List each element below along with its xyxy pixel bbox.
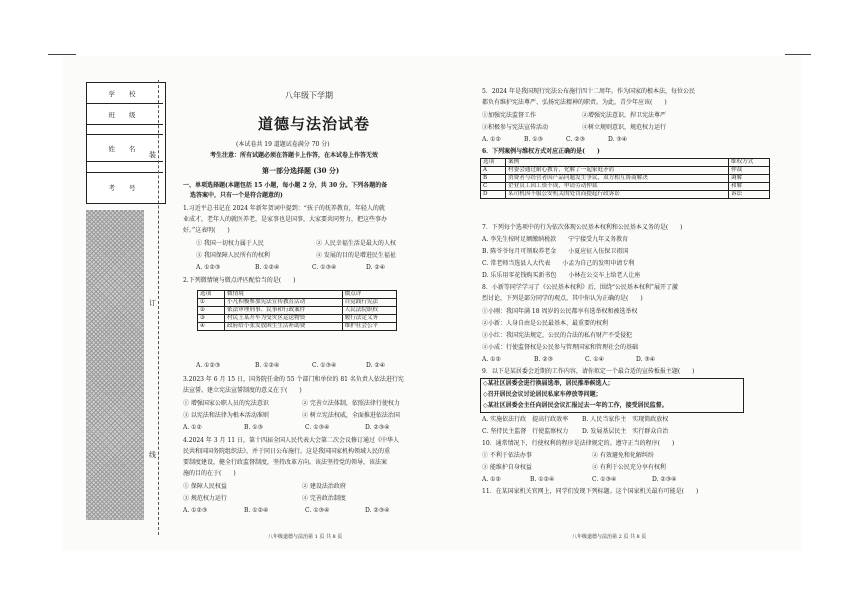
binding-mark-ding: 订 — [149, 299, 156, 307]
q6-stem: 6．下列案例与维权方式对应正确的是( ) — [482, 148, 600, 155]
q8-stem-2: 烈讨论，下列是部分同学的观点，其中你认为正确的是( ) — [482, 295, 643, 302]
q2-answer-d: D. ②④ — [366, 362, 386, 369]
q11-stem: 11．在某国家机关官网上，同学们发现下列标题。这个国家机关最有可能是( ) — [482, 488, 699, 495]
instruction-line-1: 一、单项选择题(本题包括 15 小题，每小题 2 分，共 30 分。下列各题的备 — [183, 182, 388, 189]
q7-option-a: A. 李先生按时足额缴纳税款 宁宁接受九年义务教育 — [482, 236, 629, 243]
q5-stem-1: 5．2024 年是我国现行宪法公布施行四十二周年。作为国家的根本法，每位公民 — [482, 88, 695, 95]
exam-number-field: 考 号 — [108, 183, 142, 192]
q10-answer-d: D. ②③④ — [652, 476, 677, 483]
q10-answer-b: B. ①②④ — [530, 476, 555, 483]
q4-answer-b: B. ①②④ — [244, 507, 269, 514]
table-cell: ② — [198, 307, 225, 315]
q10-option-4: ④ 有利于公民充分享有权利 — [592, 464, 666, 471]
table-cell: 村民王某开车为受灾区运送物资 — [225, 315, 343, 323]
q4-stem-2: 民共和国国务院组织法》，并于同日公布施行。这是我国国家机构领域人民的重 — [183, 448, 391, 455]
grade-label: 八年级下学期 — [285, 91, 333, 100]
q3-option-4: ④ 树立宪法权威，全面推进依法治国 — [302, 412, 400, 419]
q7-option-b: B. 陈爷爷每月可领取养老金 小夏应征入伍保卫祖国 — [482, 248, 629, 255]
binding-line — [158, 80, 159, 535]
table-cell: 某司机因不服公安机关的处罚而提起行政诉讼 — [506, 191, 729, 199]
q4-stem-3: 要制度建设，健全行政监督制度，坚持改革方向。该法坚持党的领导，该法案 — [183, 459, 388, 466]
name-field: 姓 名 — [87, 135, 163, 162]
table-cell: ④ — [198, 323, 225, 331]
q1-option-3: ③ 我国保障人民所有的权利 — [196, 252, 270, 259]
q2-answer-c: C. ①③④ — [312, 362, 337, 369]
hatched-margin — [86, 210, 144, 520]
table-cell: 履行法定义务 — [342, 315, 396, 323]
q1-stem-3: 好。”这表明( ) — [183, 227, 230, 234]
q7-option-d: D. 乐乐用零花钱购买新书包 小林在公交车上给老人让座 — [482, 272, 641, 279]
header-rule-right — [785, 54, 811, 55]
table-cell: ① — [198, 299, 225, 307]
q7-stem: 7．下列每个选项中的行为依次体现公民基本权利和公民基本义务的是( ) — [482, 224, 683, 231]
table-cell: 维护社会公平 — [342, 323, 396, 331]
q4-option-3: ③ 规范权力运行 — [183, 495, 227, 502]
q5-answer-c: C. ②③ — [566, 136, 585, 143]
q3-option-3: ③ 以宪法和法律为根本活动准则 — [183, 412, 269, 419]
table-header-cell: 微情境 — [225, 291, 343, 299]
table-header-cell: 案例 — [506, 159, 729, 167]
candidate-note: 考生注意：所有试题必须在答题卡上作答，在本试卷上作答无效 — [210, 152, 379, 159]
header-rule-left — [48, 54, 76, 55]
q6-table — [480, 158, 770, 199]
q1-answer-d: D. ②④ — [366, 264, 386, 271]
q8-option-4: ④小成：行使监督权是公民参与管理国家和管理社会的基础 — [482, 344, 639, 351]
score-note: (本试卷共 19 道题试卷满分 70 分) — [236, 141, 330, 148]
table-header-cell: 选项 — [198, 291, 225, 299]
q1-option-4: ④ 发展的目的是增进民生福祉 — [316, 252, 396, 259]
exam-sheet — [62, 56, 802, 550]
q5-option-1: ①加强宪法监督工作 — [482, 112, 537, 119]
q8-answer-c: C. ①④ — [585, 356, 604, 363]
table-cell: A — [481, 167, 506, 175]
q1-answer-b: B. ①②④ — [255, 264, 280, 271]
q2-table — [197, 290, 397, 331]
q2-stem: 2.下列微情境与微点评匹配恰当的是( ) — [183, 277, 296, 284]
binding-mark-xian: 线 — [149, 451, 156, 459]
table-header-cell: 微点评 — [342, 291, 396, 299]
q3-stem-1: 3.2023 年 6 月 15 日，国务院任命的 55 个部门和单位的 81 名负责人依法进行宪 — [183, 376, 404, 383]
q8-stem-1: 8．小新等同学学习了《公民基本权利》后，围绕“公民基本权利”展开了激 — [482, 284, 678, 291]
q4-answer-c: C. ①③④ — [305, 507, 330, 514]
q10-answer-c: C. ①③④ — [592, 476, 617, 483]
q9-option-b: B. 人民当家作主 实现简政放权 — [582, 416, 669, 423]
table-cell: D — [481, 191, 506, 199]
q9-option-a: A. 实施依法行政 提高行政效率 — [482, 416, 569, 423]
table-cell: 人民法院职权 — [342, 307, 396, 315]
q9-stem: 9．以下是某居委会近期的工作内容，请你拟定一个最合适的宣传板报主题( ) — [482, 368, 695, 375]
q3-answer-d: D. ②③④ — [365, 424, 390, 431]
page-title: 道德与法治试卷 — [258, 115, 371, 133]
q4-option-1: ① 保障人民权益 — [183, 483, 227, 490]
q1-stem-2: 业成才，老年人的就医养老，是家事也是国事，大家要共同努力，把这些事办 — [183, 216, 388, 223]
q8-answer-d: D. ③④ — [636, 356, 656, 363]
q8-answer-a: A. ①② — [482, 356, 501, 363]
table-row — [198, 307, 397, 315]
table-row — [481, 159, 770, 167]
table-row — [481, 167, 770, 175]
q5-answer-b: B. ①③ — [524, 136, 543, 143]
q7-option-c: C. 常老师当选县人大代表 小孟为自己的发明申请专利 — [482, 260, 635, 267]
table-cell: 依法审理刑事、民事和行政案件 — [225, 307, 343, 315]
table-header-cell: 维权方式 — [729, 159, 770, 167]
q9-option-d: D. 发展基层民主 实行群众自治 — [582, 428, 669, 435]
q4-option-2: ② 建设法治政府 — [302, 483, 346, 490]
table-cell: 企业员工因工资不成，申请劳动仲裁 — [506, 183, 729, 191]
table-cell: 仲裁 — [729, 167, 770, 175]
school-field: 学 校 — [87, 83, 163, 104]
table-cell: 自觉践行宪法 — [342, 299, 396, 307]
q8-answer-b: B. ②③ — [534, 356, 553, 363]
table-row — [198, 323, 397, 331]
q9-option-c: C. 坚持民主监督 行使监察权力 — [482, 428, 569, 435]
table-cell: 和解 — [729, 183, 770, 191]
q2-answer-b: B. ①②④ — [255, 362, 280, 369]
q5-option-2: ②增强宪法意识，捍卫宪法尊严 — [582, 112, 667, 119]
q10-option-2: ② 有效避免和化解纠纷 — [592, 452, 654, 459]
q4-option-4: ④ 完善政治制度 — [302, 495, 346, 502]
q4-answer-d: D. ②③④ — [365, 507, 390, 514]
q3-option-2: ② 完善立法体制，依照法律行使权力 — [302, 400, 400, 407]
q4-stem-4: 施的目的在于( ) — [183, 470, 236, 477]
q2-answer-a: A. ①②③ — [196, 362, 221, 369]
q5-answer-d: D. ③④ — [608, 136, 628, 143]
q10-option-1: ① 不利于依法办事 — [482, 452, 532, 459]
table-header-cell: 选项 — [481, 159, 506, 167]
q3-option-1: ① 增强国家公职人员的宪法意识 — [183, 400, 269, 407]
table-cell: 消费者与经营者因产品问题发生争议，双方相互协商解决 — [506, 175, 729, 183]
table-cell: 诉讼 — [729, 191, 770, 199]
q3-answer-a: A. ①② — [183, 424, 202, 431]
table-row — [198, 315, 397, 323]
table-cell: 调解 — [729, 175, 770, 183]
q1-option-1: ① 我国一切权力属于人民 — [196, 240, 264, 247]
table-cell: C — [481, 183, 506, 191]
table-cell: 政府给小张发放困生生活补助费 — [225, 323, 343, 331]
q5-option-4: ④树立规则意识，规范权力运行 — [582, 124, 667, 131]
q1-stem-1: 1.习近平总书记在 2024 年新年贺词中提到：“孩子的抚养教育，年轻人的就 — [183, 205, 385, 212]
q10-answer-a: A. ①② — [482, 476, 501, 483]
q8-option-3: ③小红：我国宪法规定，公民的合法的私有财产不受侵犯 — [482, 332, 633, 339]
q1-answer-c: C. ①③④ — [312, 264, 337, 271]
q3-stem-2: 法宣誓。建立宪法宣誓制度的意义在于( ) — [183, 387, 302, 394]
q9-material-line-2: ◇召开居民会议讨论居民私家车停放等问题； — [483, 391, 602, 398]
q1-answer-a: A. ①②③ — [196, 264, 221, 271]
page-footer-left: 八年级道德与法治第 1 页 共 8 页 — [268, 534, 343, 540]
q4-answer-a: A. ①②③ — [183, 507, 208, 514]
q5-answer-a: A. ①② — [482, 136, 501, 143]
instruction-line-2: 选答案中，只有一个是符合题意的) — [190, 192, 283, 199]
q8-option-2: ②小新：人身自由是公民最基本、最重要的权利 — [482, 320, 609, 327]
table-row — [481, 175, 770, 183]
table-row — [198, 299, 397, 307]
table-cell: 村委会通过耐心教育，化解了一起家庭矛盾 — [506, 167, 729, 175]
student-info-box — [86, 82, 166, 204]
q9-material-line-1: ◇某社区居委会进行换届选举，居民推举候选人； — [483, 380, 614, 387]
q8-option-1: ①小刚：我国年满 18 周岁的公民都享有选举权和被选举权 — [482, 308, 638, 315]
table-row — [481, 191, 770, 199]
table-cell: 小凡积极参加宪法宣传教育活动 — [225, 299, 343, 307]
q3-answer-b: B. ①③ — [244, 424, 263, 431]
q1-option-2: ② 人民幸福生活是最大的人权 — [316, 240, 396, 247]
page-footer-right: 八年级道德与法治第 2 页 共 8 页 — [572, 534, 647, 540]
table-cell: ③ — [198, 315, 225, 323]
q10-stem: 10．通常情况下，行使权利的程序是法律规定的。遵守正当的程序( ) — [482, 440, 675, 447]
part-heading: 第一部分选择题 (30 分) — [262, 166, 340, 175]
q10-option-3: ③ 能维护自身权益 — [482, 464, 532, 471]
q5-option-3: ③积极参与宪法宣传活动 — [482, 124, 549, 131]
q5-stem-2: 都负有维护宪法尊严、弘扬宪法精神的职责。为此，青少年应该( ) — [482, 99, 667, 106]
q4-stem-1: 4.2024 年 3 月 11 日，第十四届全国人民代表大会第二次会议修订通过《中华人 — [183, 437, 399, 444]
table-row — [198, 291, 397, 299]
table-row — [481, 183, 770, 191]
binding-mark-zhuang: 装 — [149, 151, 156, 159]
q3-answer-c: C. ①③④ — [305, 424, 330, 431]
class-field: 班 级 — [87, 104, 163, 125]
table-cell: B — [481, 175, 506, 183]
q9-material-line-3: ◇某社区居委会主任向居民会议汇报过去一年的工作，接受居民监督。 — [483, 402, 668, 409]
